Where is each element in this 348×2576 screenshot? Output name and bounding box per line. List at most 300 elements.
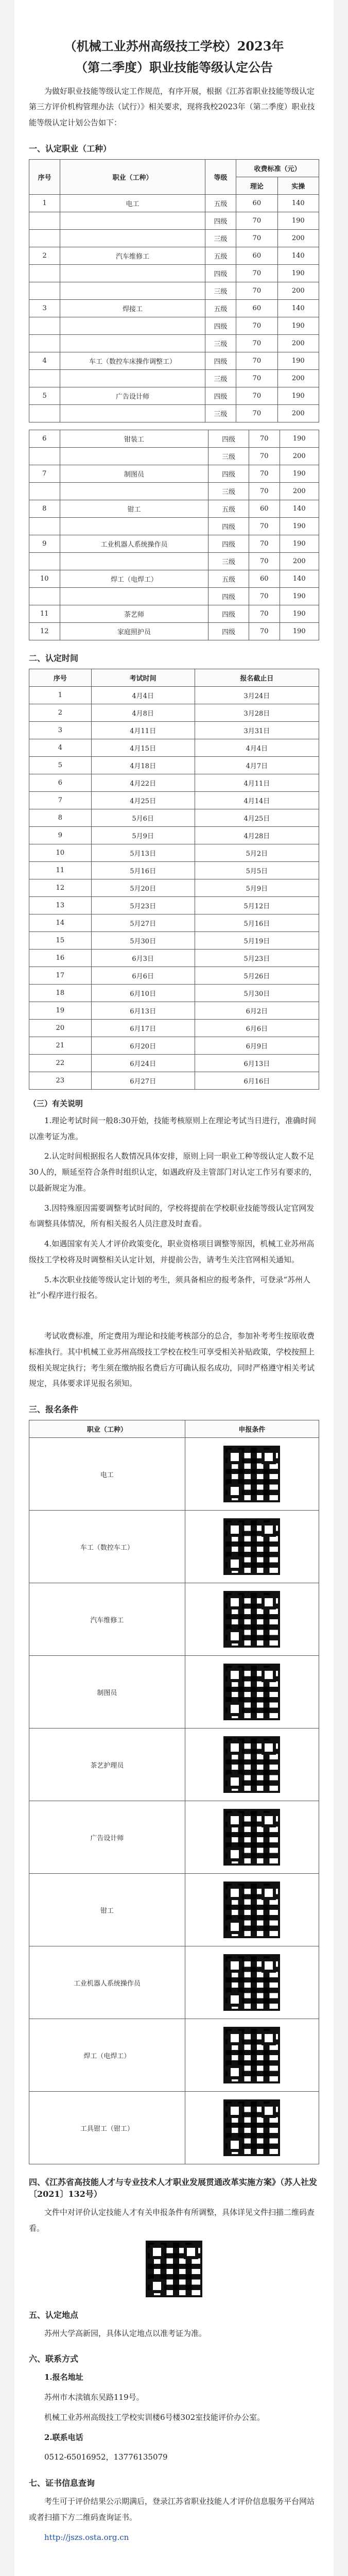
- schedule-cell: 5月9日: [91, 826, 195, 844]
- table1-cell: 190: [277, 264, 319, 282]
- table1b-row: [29, 482, 319, 500]
- table1-cell: 60: [236, 299, 277, 317]
- policy-paragraph: 文件中对评价认定技能人才有关申报条件有所调整，具体详见文件扫描二维码查看。: [29, 2208, 315, 2233]
- schedule-cell: 6月24日: [91, 1054, 195, 1072]
- section6-title: 六、联系方式: [29, 2354, 79, 2364]
- contact-address-line-2: 机械工业苏州高级技工学校实训楼6号楼302室技能评价办公室。: [44, 2412, 265, 2422]
- table1-row: [29, 387, 319, 404]
- table1-cell: 140: [277, 299, 319, 317]
- schedule-cell: 14: [29, 914, 92, 931]
- requirements-qr-cell: [185, 1511, 319, 1583]
- schedule-cell: 5月2日: [195, 844, 319, 861]
- table1b-cell: 190: [280, 587, 319, 605]
- schedule-cell: 20: [29, 1019, 92, 1037]
- qr-code-icon: [223, 1664, 280, 1720]
- table1b-cell: 190: [280, 605, 319, 622]
- table1-col-job: 职业（工种）: [60, 159, 205, 194]
- schedule-row: [29, 791, 319, 809]
- table1-cell: 200: [277, 404, 319, 422]
- schedule-cell: 4月4日: [91, 686, 195, 704]
- schedule-cell: 9: [29, 826, 92, 844]
- requirements-row: [29, 1583, 319, 1656]
- schedule-cell: 4月11日: [195, 774, 319, 791]
- requirements-row: [29, 1874, 319, 1946]
- qr-code-icon: [223, 1736, 280, 1793]
- schedule-cell: 4月15日: [91, 739, 195, 756]
- table1-cell: [29, 229, 60, 247]
- schedule-cell: 4月22日: [91, 774, 195, 791]
- table1b-cell: 四级: [208, 430, 249, 447]
- schedule-row: [29, 826, 319, 844]
- table1-row: [29, 282, 319, 299]
- requirements-job-cell: 工具钳工（钳工）: [29, 2092, 185, 2164]
- schedule-row: [29, 686, 319, 704]
- table1-cell: [60, 282, 205, 299]
- table1b-cell: [29, 447, 60, 465]
- table1-fee-header: 收费标准（元）: [236, 159, 319, 177]
- contact-address-line-1: 苏州市木渎镇东吴路119号。: [44, 2393, 144, 2402]
- table1b-cell: [29, 587, 60, 605]
- table1-row: [29, 247, 319, 264]
- schedule-cell: 5月30日: [91, 931, 195, 949]
- table1-cell: [60, 212, 205, 229]
- section5-title: 五、认定地点: [29, 2310, 79, 2320]
- table1-row: [29, 334, 319, 352]
- qualification-table: [29, 159, 319, 422]
- table1-cell: 200: [277, 229, 319, 247]
- table1-cell: 车工（数控车床操作调整工）: [60, 352, 205, 369]
- table1-cell: 汽车维修工: [60, 247, 205, 264]
- schedule-cell: 1: [29, 686, 92, 704]
- schedule-row: [29, 1054, 319, 1072]
- table1-cell: [29, 334, 60, 352]
- schedule-cell: 5月6日: [91, 809, 195, 826]
- table1b-row: [29, 570, 319, 587]
- table1b-cell: 8: [29, 500, 60, 517]
- schedule-cell: 22: [29, 1054, 92, 1072]
- table1-cell: 3: [29, 299, 60, 317]
- page-title: [29, 36, 319, 78]
- table1b-cell: 70: [249, 517, 280, 535]
- table1b-cell: 140: [280, 570, 319, 587]
- table1-cell: 190: [277, 212, 319, 229]
- table1-cell: 190: [277, 317, 319, 334]
- requirements-qr-cell: [185, 1801, 319, 1874]
- table1b-cell: [29, 552, 60, 570]
- table1-row: [29, 317, 319, 334]
- table1b-cell: 7: [29, 465, 60, 482]
- table1-cell: 焊接工: [60, 299, 205, 317]
- schedule-row: [29, 739, 319, 756]
- schedule-row: [29, 896, 319, 914]
- qr-code-icon: [223, 2099, 280, 2156]
- requirements-row: [29, 1656, 319, 1728]
- table1-cell: [60, 334, 205, 352]
- table1-cell: [29, 369, 60, 387]
- schedule-row: [29, 949, 319, 967]
- table1-row: [29, 299, 319, 317]
- table1b-cell: 60: [249, 570, 280, 587]
- table1-cell: [29, 317, 60, 334]
- requirements-qr-cell: [185, 1728, 319, 1801]
- table1b-cell: [60, 517, 208, 535]
- table1b-cell: 五级: [208, 500, 249, 517]
- table1-row: [29, 369, 319, 387]
- schedule-cell: 5月5日: [195, 861, 319, 879]
- certificate-query-paragraph: 考生可于评价结果公示期满后，登录江苏省职业技能人才评价信息服务平台网站或者扫描下方二维码查询证书。: [29, 2497, 315, 2522]
- intro-paragraph: 为做好职业技能等级认定工作规范，有序开展，根据《江苏省职业技能等级认定第三方评价机构管理办法（试行）》相关要求，现将我校2023年（第二季度）职业技能等级认定计划公告如下：: [29, 86, 315, 128]
- requirements-row: [29, 2092, 319, 2164]
- table1-cell: 70: [236, 229, 277, 247]
- note-paragraph: 1.理论考试时间一般8:30开始，技能考核原则上在理论考试当日进行，准确时间以准考证为准。: [29, 1115, 316, 1141]
- table1-cell: [60, 369, 205, 387]
- table1-cell: 四级: [205, 352, 236, 369]
- table1-cell: [60, 229, 205, 247]
- schedule-cell: 5月20日: [91, 879, 195, 896]
- table1b-cell: 70: [249, 605, 280, 622]
- table1b-cell: 70: [249, 535, 280, 552]
- requirements-row: [29, 1511, 319, 1583]
- note-paragraph: 2.认定时间根据报名人数情况具体安排，原则上同一职业工种等级认定人数不足30人的，顺延至符合条件时组织认定，如遇政府及主管部门对认定工作另有要求的，以最新规定为准。: [29, 1151, 317, 1193]
- schedule-cell: 4月25日: [195, 809, 319, 826]
- schedule-cell: 13: [29, 896, 92, 914]
- table1-cell: 四级: [205, 317, 236, 334]
- table1-row: [29, 352, 319, 369]
- table1-cell: 70: [236, 352, 277, 369]
- table1b-cell: 140: [280, 500, 319, 517]
- schedule-cell: 2: [29, 704, 92, 721]
- schedule-cell: 4月4日: [195, 739, 319, 756]
- table1b-cell: 70: [249, 465, 280, 482]
- requirements-row: [29, 1801, 319, 1874]
- schedule-cell: 15: [29, 931, 92, 949]
- section3-title: 三、报名条件: [29, 1404, 79, 1415]
- table1b-cell: [60, 552, 208, 570]
- table1b-cell: [60, 587, 208, 605]
- table1-cell: 五级: [205, 194, 236, 212]
- table1-cell: 140: [277, 247, 319, 264]
- table1b-cell: 10: [29, 570, 60, 587]
- table1b-row: [29, 500, 319, 517]
- schedule-cell: 6月20日: [91, 1037, 195, 1054]
- contact-phone-label: 2.联系电话: [44, 2432, 83, 2442]
- table1b-row: [29, 552, 319, 570]
- title-line-1: （机械工业苏州高级技工学校）2023年: [64, 39, 284, 54]
- table1-cell: 2: [29, 247, 60, 264]
- schedule-cell: 10: [29, 844, 92, 861]
- table1b-cell: [60, 447, 208, 465]
- table1-cell: 190: [277, 352, 319, 369]
- schedule-cell: 5月23日: [195, 949, 319, 967]
- schedule-table: [29, 669, 319, 1090]
- table1b-row: [29, 465, 319, 482]
- schedule-col-index: 序号: [29, 669, 92, 686]
- table1b-row: [29, 535, 319, 552]
- note-paragraph: 4.如遇国家有关人才评价政策变化，职业资格项目调整等原因，机械工业苏州高级技工学校将及时调整相关认定计划，并提前公告，请考生关注官网相关通知。: [29, 1239, 315, 1264]
- schedule-cell: 6月2日: [195, 1002, 319, 1019]
- table1b-row: [29, 622, 319, 640]
- qr-code-icon: [223, 1882, 280, 1938]
- table1b-cell: 家庭照护员: [60, 622, 208, 640]
- table1-cell: 200: [277, 282, 319, 299]
- schedule-col-exam-date: 考试时间: [91, 669, 195, 686]
- requirements-job-cell: 制图员: [29, 1656, 185, 1728]
- table1b-row: [29, 430, 319, 447]
- announcement-page: [14, 0, 334, 2576]
- table1-cell: 三级: [205, 282, 236, 299]
- requirements-job-cell: 焊工（电焊工）: [29, 2019, 185, 2092]
- requirements-row: [29, 1438, 319, 1511]
- certificate-query-link[interactable]: http://jszs.osta.org.cn: [44, 2532, 129, 2542]
- requirements-table: [29, 1420, 319, 2164]
- table1b-cell: [29, 517, 60, 535]
- requirements-qr-cell: [185, 2092, 319, 2164]
- schedule-row: [29, 1019, 319, 1037]
- schedule-cell: 6月13日: [195, 1054, 319, 1072]
- section1-title: 一、认定职业（工种）: [29, 143, 112, 154]
- schedule-cell: 6月10日: [91, 984, 195, 1002]
- schedule-cell: 5月12日: [195, 896, 319, 914]
- schedule-row: [29, 774, 319, 791]
- table1-cell: 70: [236, 334, 277, 352]
- section7-title: 七、证书信息查询: [29, 2478, 95, 2488]
- schedule-row: [29, 1002, 319, 1019]
- table1-cell: [60, 317, 205, 334]
- table1b-cell: 茶艺师: [60, 605, 208, 622]
- table1-cell: 四级: [205, 212, 236, 229]
- qr-code-icon: [223, 1809, 280, 1866]
- table1b-cell: 6: [29, 430, 60, 447]
- schedule-cell: 3月31日: [195, 721, 319, 739]
- table1b-cell: 焊工（电焊工）: [60, 570, 208, 587]
- table1b-row: [29, 517, 319, 535]
- table1-cell: [29, 282, 60, 299]
- table1b-cell: 四级: [208, 622, 249, 640]
- schedule-cell: 5月30日: [195, 984, 319, 1002]
- location-line: 苏州大学高新园，具体认定地点以准考证为准。: [44, 2328, 207, 2338]
- requirements-job-cell: 电工: [29, 1438, 185, 1511]
- requirements-job-cell: 汽车维修工: [29, 1583, 185, 1656]
- schedule-cell: 6月6日: [91, 967, 195, 984]
- requirements-qr-cell: [185, 1946, 319, 2019]
- table1-cell: 60: [236, 247, 277, 264]
- table1b-cell: 200: [280, 552, 319, 570]
- table1-cell: 70: [236, 212, 277, 229]
- schedule-cell: 6月27日: [91, 1072, 195, 1089]
- table1-row: [29, 212, 319, 229]
- table1-cell: 60: [236, 194, 277, 212]
- table1-col-level: 等级: [205, 159, 236, 194]
- requirements-qr-cell: [185, 1874, 319, 1946]
- table1-cell: 70: [236, 282, 277, 299]
- requirements-col-job: 职业（工种）: [29, 1420, 185, 1438]
- schedule-row: [29, 756, 319, 774]
- table1-cell: 五级: [205, 247, 236, 264]
- table1b-cell: 70: [249, 622, 280, 640]
- table1-cell: 70: [236, 404, 277, 422]
- table1b-cell: 190: [280, 465, 319, 482]
- qr-code-icon: [223, 2027, 280, 2083]
- schedule-row: [29, 1037, 319, 1054]
- table1b-cell: 四级: [208, 605, 249, 622]
- table1b-cell: 四级: [208, 587, 249, 605]
- schedule-row: [29, 861, 319, 879]
- table1-row: [29, 229, 319, 247]
- qr-code-icon: [223, 1591, 280, 1648]
- table1b-cell: 70: [249, 430, 280, 447]
- schedule-cell: 6月13日: [91, 1002, 195, 1019]
- schedule-row: [29, 1072, 319, 1089]
- requirements-row: [29, 1946, 319, 2019]
- schedule-cell: 4月11日: [91, 721, 195, 739]
- schedule-cell: 5月16日: [91, 861, 195, 879]
- table1-cell: 200: [277, 334, 319, 352]
- table1-cell: 200: [277, 369, 319, 387]
- table1-cell: 70: [236, 369, 277, 387]
- table1-cell: 190: [277, 387, 319, 404]
- table1-cell: 70: [236, 317, 277, 334]
- table1b-cell: 四级: [208, 535, 249, 552]
- table1b-cell: 钳装工: [60, 430, 208, 447]
- requirements-job-cell: 广告设计师: [29, 1801, 185, 1874]
- table1b-cell: 190: [280, 517, 319, 535]
- table1b-cell: 三级: [208, 552, 249, 570]
- schedule-cell: 16: [29, 949, 92, 967]
- requirements-col-condition: 申报条件: [185, 1420, 319, 1438]
- table1b-cell: 12: [29, 622, 60, 640]
- table1b-cell: 200: [280, 482, 319, 500]
- policy-qr-code-icon: [146, 2241, 202, 2297]
- table1b-row: [29, 587, 319, 605]
- table1-cell: 三级: [205, 369, 236, 387]
- table1b-cell: 190: [280, 430, 319, 447]
- requirements-job-cell: 钳工: [29, 1874, 185, 1946]
- schedule-row: [29, 844, 319, 861]
- table1-col-index: 序号: [29, 159, 60, 194]
- table1-cell: 三级: [205, 404, 236, 422]
- requirements-job-cell: 茶艺护理员: [29, 1728, 185, 1801]
- schedule-cell: 6月9日: [195, 1037, 319, 1054]
- requirements-qr-cell: [185, 1438, 319, 1511]
- schedule-cell: 12: [29, 879, 92, 896]
- table1b-cell: 三级: [208, 447, 249, 465]
- requirements-row: [29, 1728, 319, 1801]
- schedule-row: [29, 879, 319, 896]
- qr-code-icon: [223, 1954, 280, 2011]
- schedule-cell: 6月3日: [91, 949, 195, 967]
- fee-paragraph: 考试收费标准，所定费用为理论和技能考核部分的总合，参加补考考生按原收费标准执行。其中机械工业苏州高级技工学校在校生可享受相关补贴政策，学校按照上级相关规定执行；考生须在缴纳报名费后方可确认报名成功，同时严格遵守相关考试规定，具体要求详见报名须知。: [29, 1331, 315, 1388]
- schedule-cell: 18: [29, 984, 92, 1002]
- table1b-cell: 70: [249, 587, 280, 605]
- schedule-cell: 6月17日: [91, 1019, 195, 1037]
- table1b-cell: 四级: [208, 465, 249, 482]
- table1b-cell: 11: [29, 605, 60, 622]
- schedule-cell: 5月23日: [91, 896, 195, 914]
- schedule-cell: 4月7日: [195, 756, 319, 774]
- schedule-cell: 3: [29, 721, 92, 739]
- schedule-row: [29, 914, 319, 931]
- table1b-cell: 钳工: [60, 500, 208, 517]
- table1-cell: 电工: [60, 194, 205, 212]
- requirements-job-cell: 工业机器人系统操作员: [29, 1946, 185, 2019]
- schedule-cell: 17: [29, 967, 92, 984]
- schedule-row: [29, 704, 319, 721]
- table1b-cell: 60: [249, 500, 280, 517]
- table1b-cell: 200: [280, 447, 319, 465]
- requirements-job-cell: 车工（数控车工）: [29, 1511, 185, 1583]
- table1b-cell: 五级: [208, 570, 249, 587]
- table1b-cell: 70: [249, 552, 280, 570]
- table1b-cell: 9: [29, 535, 60, 552]
- section4-title: 四、《江苏省高技能人才与专业技术人才职业发展贯通改革实施方案》（苏人社发〔2021〕132号）: [29, 2177, 318, 2199]
- title-line-2: （第二季度）职业技能等级认定公告: [75, 59, 273, 75]
- table1-cell: 三级: [205, 334, 236, 352]
- notes-title: （三）有关说明: [29, 1098, 83, 1108]
- table1b-cell: 190: [280, 535, 319, 552]
- qr-code-icon: [223, 1446, 280, 1502]
- schedule-cell: 7: [29, 791, 92, 809]
- schedule-cell: 5月16日: [195, 914, 319, 931]
- schedule-cell: 4月8日: [91, 704, 195, 721]
- table1-row: [29, 404, 319, 422]
- table1-cell: 70: [236, 264, 277, 282]
- schedule-cell: 5: [29, 756, 92, 774]
- table1-cell: 70: [236, 387, 277, 404]
- table1b-cell: [29, 482, 60, 500]
- schedule-col-deadline: 报名截止日: [195, 669, 319, 686]
- table1-row: [29, 194, 319, 212]
- qr-code-icon: [223, 1518, 280, 1575]
- section2-title: 二、认定时间: [29, 653, 79, 663]
- schedule-cell: 6月16日: [195, 1072, 319, 1089]
- table1b-row: [29, 447, 319, 465]
- table1-cell: 5: [29, 387, 60, 404]
- schedule-cell: 5月19日: [195, 931, 319, 949]
- schedule-cell: 5月26日: [195, 967, 319, 984]
- table1-col-theory: 理论: [236, 177, 277, 194]
- table1b-cell: 190: [280, 622, 319, 640]
- table1-cell: [29, 264, 60, 282]
- schedule-row: [29, 721, 319, 739]
- table1-cell: [29, 212, 60, 229]
- table1-cell: 广告设计师: [60, 387, 205, 404]
- schedule-cell: 3月28日: [195, 704, 319, 721]
- schedule-cell: 8: [29, 809, 92, 826]
- table1b-cell: 70: [249, 482, 280, 500]
- schedule-row: [29, 931, 319, 949]
- table1-cell: 五级: [205, 299, 236, 317]
- schedule-cell: 23: [29, 1072, 92, 1089]
- table1b-cell: 70: [249, 447, 280, 465]
- schedule-cell: 3月24日: [195, 686, 319, 704]
- schedule-cell: 6月6日: [195, 1019, 319, 1037]
- schedule-cell: 4月14日: [195, 791, 319, 809]
- table1b-cell: 三级: [208, 482, 249, 500]
- schedule-cell: 4月28日: [195, 826, 319, 844]
- schedule-cell: 4月25日: [91, 791, 195, 809]
- schedule-cell: 5月13日: [91, 844, 195, 861]
- schedule-cell: 19: [29, 1002, 92, 1019]
- schedule-cell: 11: [29, 861, 92, 879]
- table1-row: [29, 264, 319, 282]
- table1b-row: [29, 605, 319, 622]
- schedule-cell: 5月27日: [91, 914, 195, 931]
- schedule-cell: 4: [29, 739, 92, 756]
- requirements-qr-cell: [185, 2019, 319, 2092]
- note-paragraph: 5.本次职业技能等级认定计划的考生，须具备相应的报考条件，可登录“苏州人社”小程序进行报名。: [29, 1275, 310, 1300]
- table1-cell: [29, 404, 60, 422]
- table1-cell: 四级: [205, 264, 236, 282]
